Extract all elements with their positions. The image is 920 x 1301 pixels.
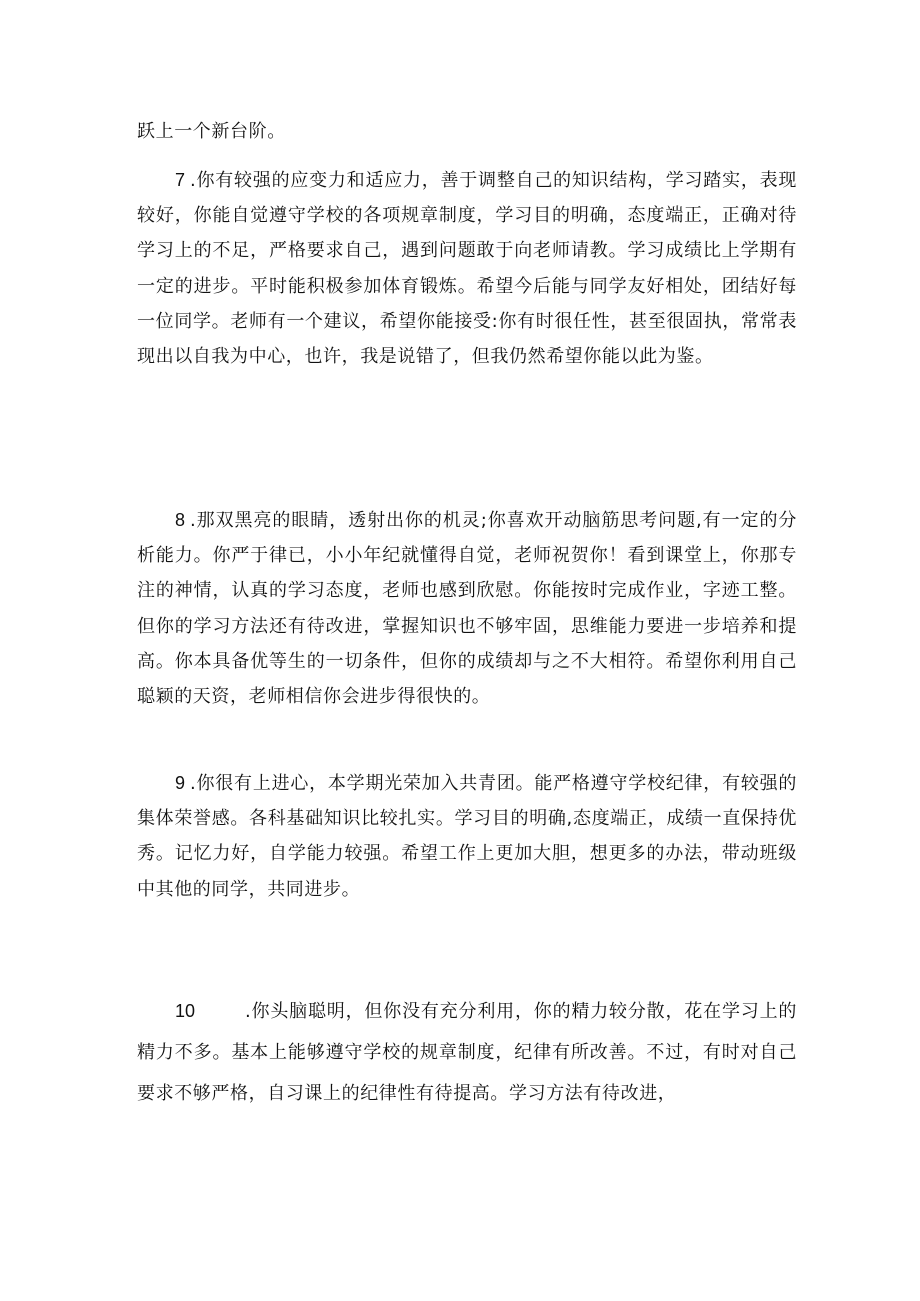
item-number-10: 10 bbox=[175, 1001, 196, 1021]
item-text-10: .你头脑聪明，但你没有充分利用，你的精力较分散，花在学习上的精力不多。基本上能够遵守学校的规章制度，纪律有所改善。不过，有时对自己要求不够严格，自习课上的纪律性有待提高。学习方法有待改进， bbox=[137, 1001, 797, 1104]
item-text-7: .你有较强的应变力和适应力，善于调整自己的知识结构，学习踏实，表现较好，你能自觉遵守学校的各项规章制度，学习目的明确，态度端正，正确对待学习上的不足，严格要求自己，遇到问题敢于向老师请教。学习成绩比上学期有一定的进步。平时能积极参加体育锻炼。希望今后能与同学友好相处，团结好每一位同学。老师有一个建议，希望你能接受:你有时很任性，甚至很固执，常常表现出以自我为中心，也许，我是说错了，但我仍然希望你能以此为鉴。 bbox=[137, 170, 797, 368]
item-number-8: 8 bbox=[175, 510, 186, 530]
comment-paragraph-8 bbox=[137, 503, 797, 714]
item-text-8: .那双黑亮的眼睛，透射出你的机灵;你喜欢开动脑筋思考问题,有一定的分析能力。你严于律已，小小年纪就懂得自觉，老师祝贺你！看到课堂上，你那专注的神情，认真的学习态度，老师也感到欣慰。你能按时完成作业，字迹工整。但你的学习方法还有待改进，掌握知识也不够牢固，思维能力要进一步培养和提高。你本具备优等生的一切条件，但你的成绩却与之不大相符。希望你利用自己聪颖的天资，老师相信你会进步得很快的。 bbox=[137, 510, 797, 708]
comment-paragraph-10 bbox=[137, 991, 797, 1114]
comment-paragraph-9 bbox=[137, 766, 797, 907]
item-number-9: 9 bbox=[175, 773, 186, 793]
item-text-9: .你很有上进心，本学期光荣加入共青团。能严格遵守学校纪律，有较强的集体荣誉感。各科基础知识比较扎实。学习目的明确,态度端正，成绩一直保持优秀。记忆力好，自学能力较强。希望工作上更加大胆，想更多的办法，带动班级中其他的同学，共同进步。 bbox=[137, 773, 797, 900]
item-number-7: 7 bbox=[175, 170, 186, 190]
intro-paragraph: 跃上一个新台阶。 bbox=[137, 121, 286, 142]
comment-paragraph-7 bbox=[137, 163, 797, 374]
